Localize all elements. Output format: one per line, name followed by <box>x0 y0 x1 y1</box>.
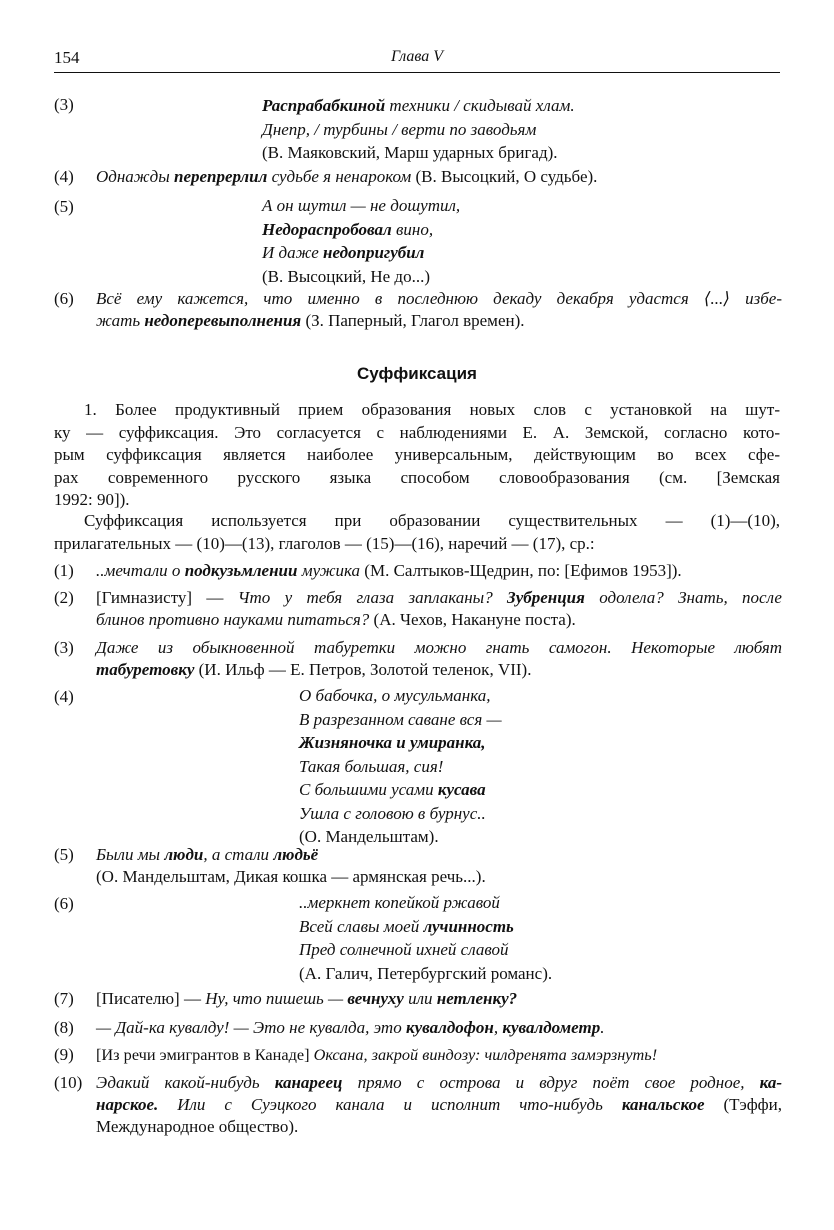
header-rule <box>54 72 780 73</box>
paragraph-line: ку — суффиксация. Это согласуется с наблюдениями Е. А. Земской, согласно кото- <box>54 422 780 442</box>
citation: (А. Чехов, Накануне поста). <box>369 610 576 629</box>
example-text: одолела? Знать, после <box>584 588 782 607</box>
example-text: , <box>493 1018 503 1037</box>
highlighted-word: Зубренция <box>507 588 585 607</box>
example-text: прямо с острова и вдруг поёт свое родное, <box>342 1073 760 1092</box>
verse-text: Пред солнечной ихней славой <box>299 940 509 959</box>
verse-s6 <box>299 891 552 985</box>
page-header <box>54 48 780 70</box>
example-6 <box>54 288 782 332</box>
example-number: (5) <box>54 845 74 864</box>
citation: Международное общество). <box>96 1117 299 1136</box>
example-text: Или с Суэцкого канала и исполнит что-нибудь <box>158 1095 622 1114</box>
paragraph-line: 1. Более продуктивный прием образования новых слов с установкой на шут- <box>84 400 780 419</box>
example-text: Что у тебя глаза заплаканы? <box>237 588 508 607</box>
example-text: , а стали <box>203 845 274 864</box>
example-number: (3) <box>54 95 74 114</box>
verse-text: Всей славы моей <box>299 916 424 936</box>
paragraph-line: Суффиксация используется при образовании существительных — (1)—(10), <box>84 511 780 530</box>
suffix-example-3 <box>54 637 782 681</box>
suffix-example-9 <box>54 1044 782 1066</box>
highlighted-word: недопригубил <box>323 243 425 262</box>
highlighted-word: перепрерлил <box>174 167 268 186</box>
paragraph-line: рым суффиксация является наиболее универсальным, действующим во всех сфе- <box>54 445 780 464</box>
example-text: — Дай-ка кувалду! — Это не кувалда, это <box>96 1018 406 1037</box>
highlighted-word: Недораспробовал <box>262 219 392 239</box>
example-number: (6) <box>54 289 74 308</box>
example-number: (7) <box>54 989 74 1008</box>
highlighted-word: подкузьмлении <box>184 561 298 580</box>
verse-5 <box>262 194 460 288</box>
example-number: (3) <box>54 638 74 657</box>
highlighted-word: канареец <box>274 1073 343 1092</box>
example-text: Оксана, закрой виндозу: чилдренята замэрзнуть! <box>313 1045 658 1064</box>
citation: [Гимназисту] — <box>96 588 238 607</box>
verse-text: вино, <box>391 219 434 239</box>
example-number: (4) <box>54 687 74 706</box>
citation: (А. Галич, Петербургский романс). <box>299 963 553 983</box>
citation: (О. Мандельштам). <box>299 827 439 846</box>
highlighted-word: кусава <box>437 780 486 799</box>
highlighted-word: Распрабабкиной <box>262 96 386 115</box>
verse-text: ..меркнет копейкой ржавой <box>299 893 500 912</box>
paragraph-line: 1992: 90]). <box>54 490 130 509</box>
page-number: 154 <box>54 48 80 67</box>
suffix-example-10 <box>54 1072 782 1138</box>
verse-text: А он шутил — не дошутил, <box>262 196 461 215</box>
verse-s4 <box>299 684 502 849</box>
verse-text: В разрезанном саване вся — <box>299 709 502 729</box>
citation: (О. Мандельштам, Дикая кошка — армянская речь...). <box>96 867 486 886</box>
highlighted-word: лучинность <box>423 916 514 936</box>
example-number: (8) <box>54 1018 74 1037</box>
citation: [Из речи эмигрантов в Канаде] <box>96 1045 314 1064</box>
citation: (В. Маяковский, Марш ударных бригад). <box>262 143 558 162</box>
example-number: (2) <box>54 588 74 607</box>
citation: (И. Ильф — Е. Петров, Золотой теленок, VII). <box>194 660 532 679</box>
example-text: Ну, что пишешь — <box>205 989 348 1008</box>
highlighted-word: вечнуху <box>347 989 404 1008</box>
example-text: ..мечтали о <box>96 561 185 580</box>
example-number: (10) <box>54 1073 83 1092</box>
verse-text: И даже <box>262 243 324 262</box>
example-text: мужика <box>297 561 361 580</box>
verse-text: Такая большая, сия! <box>299 756 444 776</box>
example-text: Даже из обыкновенной табуретки можно гнать самогон. Некоторые любят <box>96 638 782 657</box>
paragraph-1 <box>54 399 780 512</box>
highlighted-word: кувалдофон <box>405 1018 494 1037</box>
highlighted-word: нарское. <box>96 1095 159 1114</box>
highlighted-word: кувалдометр <box>502 1018 601 1037</box>
highlighted-word: недоперевыполнения <box>144 311 302 330</box>
example-number: (6) <box>54 894 74 913</box>
verse-text: Днепр, / турбины / верти по заводьям <box>262 119 537 139</box>
citation: (В. Высоцкий, О судьбе). <box>411 167 598 186</box>
example-text: или <box>403 989 437 1008</box>
example-text: Однажды <box>96 167 174 186</box>
verse-text: С большими усами <box>299 780 438 799</box>
citation: (Тэффи, <box>704 1095 782 1114</box>
citation: (М. Салтыков-Щедрин, по: [Ефимов 1953]). <box>360 561 682 580</box>
citation: (В. Высоцкий, Не до...) <box>262 266 430 286</box>
example-text: судьбе я ненароком <box>267 167 412 186</box>
highlighted-word: табуретовку <box>96 660 195 679</box>
citation: (З. Паперный, Глагол времен). <box>301 311 525 330</box>
suffix-example-2 <box>54 587 782 631</box>
suffix-example-1 <box>54 560 782 582</box>
suffix-example-8 <box>54 1017 782 1039</box>
highlighted-word: канальское <box>621 1095 705 1114</box>
example-4 <box>54 166 782 188</box>
highlighted-word: людьё <box>273 845 319 864</box>
example-number: (5) <box>54 197 74 216</box>
paragraph-2 <box>54 510 780 555</box>
verse-text: техники / скидывай хлам. <box>385 96 575 115</box>
suffix-example-7 <box>54 988 782 1010</box>
example-text: жать <box>96 311 145 330</box>
example-text: Всё ему кажется, что именно в последнюю декаду декабря удастся ⟨...⟩ избе- <box>96 289 782 308</box>
paragraph-line: рах современного русского языка способом словообразования (см. [Земская <box>54 467 780 487</box>
section-title: Суффиксация <box>357 364 477 383</box>
highlighted-word: люди <box>164 845 204 864</box>
highlighted-word: нетленку? <box>436 989 518 1008</box>
example-number: (4) <box>54 167 74 186</box>
example-text: Были мы <box>96 845 165 864</box>
example-text: . <box>600 1018 605 1037</box>
verse-text: О бабочка, о мусульманка, <box>299 686 491 705</box>
example-text: блинов противно науками питаться? <box>96 610 370 629</box>
example-text: Эдакий какой-нибудь <box>96 1073 275 1092</box>
paragraph-line: прилагательных — (10)—(13), глаголов — (15)—(16), наречий — (17), ср.: <box>54 533 595 553</box>
chapter-title: Глава V <box>390 48 444 65</box>
example-number: (1) <box>54 561 74 580</box>
verse-text: Ушла с головою в бурнус.. <box>299 803 486 823</box>
highlighted-word: Жизняночка и умиранка, <box>299 733 486 752</box>
example-number: (9) <box>54 1045 74 1064</box>
citation: [Писателю] — <box>96 989 206 1008</box>
verse-3 <box>262 94 575 165</box>
suffix-example-5 <box>54 844 782 888</box>
highlighted-word: ка- <box>759 1073 782 1092</box>
